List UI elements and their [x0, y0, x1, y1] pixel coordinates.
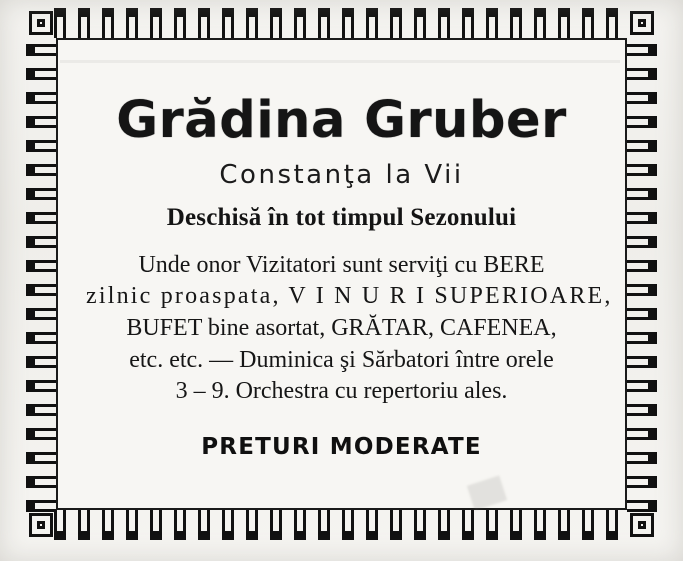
location-subheading: Constanţa la Vii [219, 159, 464, 190]
body-line: zilnic proaspata, V I N U R I SUPERIOARE, [86, 283, 613, 310]
frame-ornament-top [54, 8, 629, 38]
body-line: 3 – 9. Orchestra cu repertoriu ales. [175, 378, 508, 405]
body-line: Unde onor Vizitatori sunt serviţi cu BERE [138, 251, 545, 278]
advertisement-content [82, 52, 613, 496]
decorative-frame [26, 8, 657, 540]
body-line: BUFET bine asortat, GRĂTAR, CAFENEA, [126, 314, 557, 341]
frame-corner-top-right [627, 8, 657, 38]
advertisement-body [82, 250, 613, 408]
frame-corner-bottom-left [26, 510, 56, 540]
frame-ornament-right [627, 36, 657, 512]
frame-corner-top-left [26, 8, 56, 38]
season-tagline: Deschisă în tot timpul Sezonului [166, 203, 517, 231]
ornament-cap [54, 531, 629, 540]
ornament-cap [54, 8, 629, 17]
business-name-heading: Grădina Gruber [116, 91, 567, 150]
ornament-cap [648, 36, 657, 512]
prices-note: PRETURI MODERATE [201, 433, 482, 460]
body-line: etc. etc. — Duminica şi Sărbatori între orele [129, 346, 554, 373]
frame-ornament-left [26, 36, 56, 512]
ornament-cap [26, 36, 35, 512]
frame-corner-bottom-right [627, 510, 657, 540]
frame-ornament-bottom [54, 510, 629, 540]
